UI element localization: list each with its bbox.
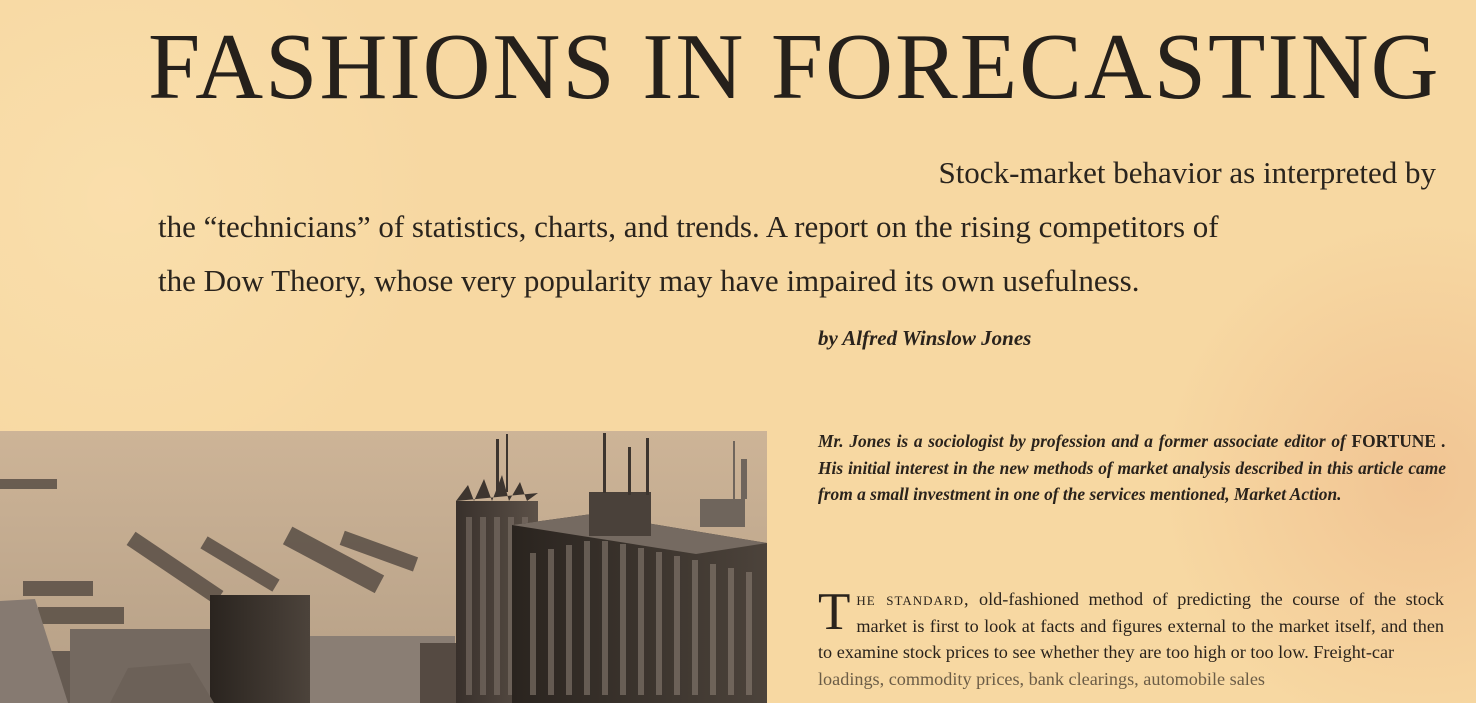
drop-cap: T [818, 583, 851, 641]
article-deck [158, 146, 1448, 308]
magazine-name: FORTUNE [1351, 431, 1436, 451]
article-title: FASHIONS IN FORECASTING [148, 15, 1441, 119]
deck-line-3: the Dow Theory, whose very popularity may have impaired its own usefulness. [158, 263, 1140, 298]
article-byline: by Alfred Winslow Jones [818, 326, 1032, 350]
cut-off-line: loadings, commodity prices, bank clearings, automobile sales [818, 668, 1266, 689]
deck-line-1: Stock-market behavior as interpreted by [938, 155, 1436, 190]
article-body [818, 583, 1444, 692]
author-note [818, 428, 1446, 508]
opening-small-caps: he standard, [856, 589, 970, 609]
deck-line-2: the “technicians” of statistics, charts, and trends. A report on the rising competitors of [158, 209, 1219, 244]
author-note-part-1: Mr. Jones is a sociologist by profession and a former associate editor of [818, 431, 1352, 451]
body-text: old-fashioned method of predicting the course of the stock market is first to look at facts and figures external to the market itself, and then to examine stock prices to see whether they are too high or too low. Freight-car [818, 589, 1444, 662]
aerial-city-photo [0, 431, 767, 703]
aerial-city-photo-illustration [0, 431, 767, 703]
author-note-part-2: . His initial interest in the new methods of market analysis described in this article came from a small investment in one of the services mentioned, Market Action. [818, 431, 1446, 504]
